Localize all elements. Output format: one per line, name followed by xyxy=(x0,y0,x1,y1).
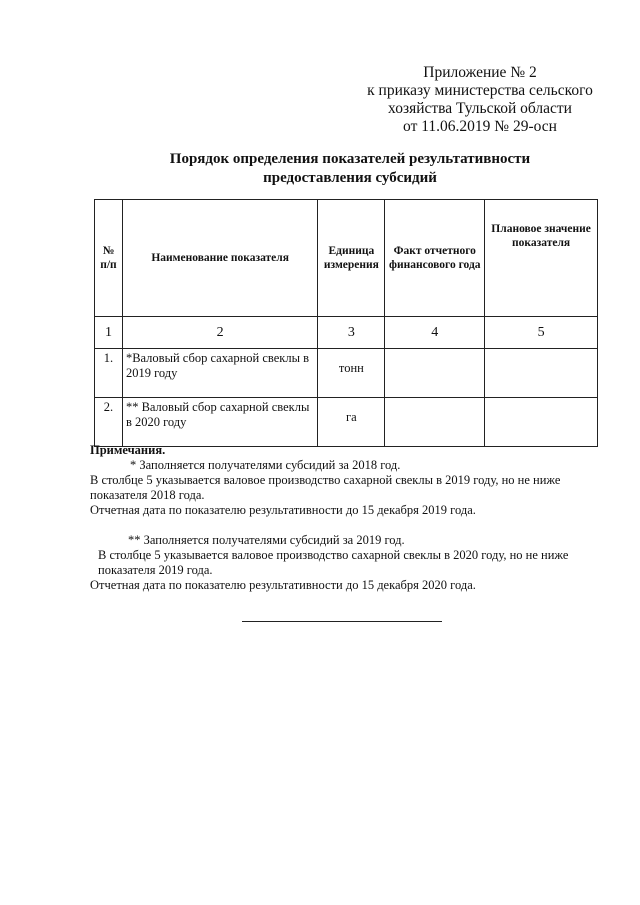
note-line: В столбце 5 указывается валовое производство сахарной свеклы в 2020 году, но не ниже показателя 2019 года. xyxy=(98,548,569,577)
header-plan: Плановое значение показателя xyxy=(485,200,598,317)
row-indicator-name: *Валовый сбор сахарной свеклы в 2019 году xyxy=(122,349,317,398)
column-number-row xyxy=(95,317,598,349)
title-line-2: предоставления субсидий xyxy=(263,170,437,186)
row-fact-cell[interactable] xyxy=(385,349,485,398)
indicators-table xyxy=(94,199,598,447)
row-plan-cell[interactable] xyxy=(485,398,598,447)
col-number-2: 2 xyxy=(122,317,317,349)
col-number-3: 3 xyxy=(318,317,385,349)
row-num: 1. xyxy=(95,349,123,398)
appendix-ministry-line: хозяйства Тульской области xyxy=(388,100,572,117)
note-line: Отчетная дата по показателю результативности до 15 декабря 2019 года. xyxy=(90,503,476,517)
page-title xyxy=(100,150,600,188)
note-line: В столбце 5 указывается валовое производство сахарной свеклы в 2019 году, но не ниже показателя 2018 года. xyxy=(90,473,561,502)
col-number-1: 1 xyxy=(95,317,123,349)
row-fact-cell[interactable] xyxy=(385,398,485,447)
col-number-5: 5 xyxy=(485,317,598,349)
table-row xyxy=(95,349,598,398)
title-line-1: Порядок определения показателей результативности xyxy=(169,151,531,167)
appendix-block xyxy=(360,64,600,136)
appendix-number: Приложение № 2 xyxy=(423,64,537,81)
appendix-date-line: от 11.06.2019 № 29-осн xyxy=(403,118,557,135)
header-fact: Факт отчетного финансового года xyxy=(385,200,485,317)
header-num: № п/п xyxy=(95,200,123,317)
note-line: ** Заполняется получателями субсидий за 2019 год. xyxy=(128,533,405,547)
note-line: * Заполняется получателями субсидий за 2018 год. xyxy=(130,458,401,472)
table-header-row xyxy=(95,200,598,317)
row-unit: га xyxy=(318,398,385,447)
header-unit: Единица измерения xyxy=(318,200,385,317)
row-plan-cell[interactable] xyxy=(485,349,598,398)
row-indicator-name: ** Валовый сбор сахарной свеклы в 2020 году xyxy=(122,398,317,447)
note-line: Отчетная дата по показателю результативности до 15 декабря 2020 года. xyxy=(90,578,476,592)
row-unit: тонн xyxy=(318,349,385,398)
col-number-4: 4 xyxy=(385,317,485,349)
notes-section xyxy=(90,443,610,593)
header-name: Наименование показателя xyxy=(122,200,317,317)
notes-heading: Примечания. xyxy=(90,443,166,457)
table-row xyxy=(95,398,598,447)
closing-rule xyxy=(242,621,442,622)
appendix-order-line: к приказу министерства сельского xyxy=(367,82,593,99)
row-num: 2. xyxy=(95,398,123,447)
